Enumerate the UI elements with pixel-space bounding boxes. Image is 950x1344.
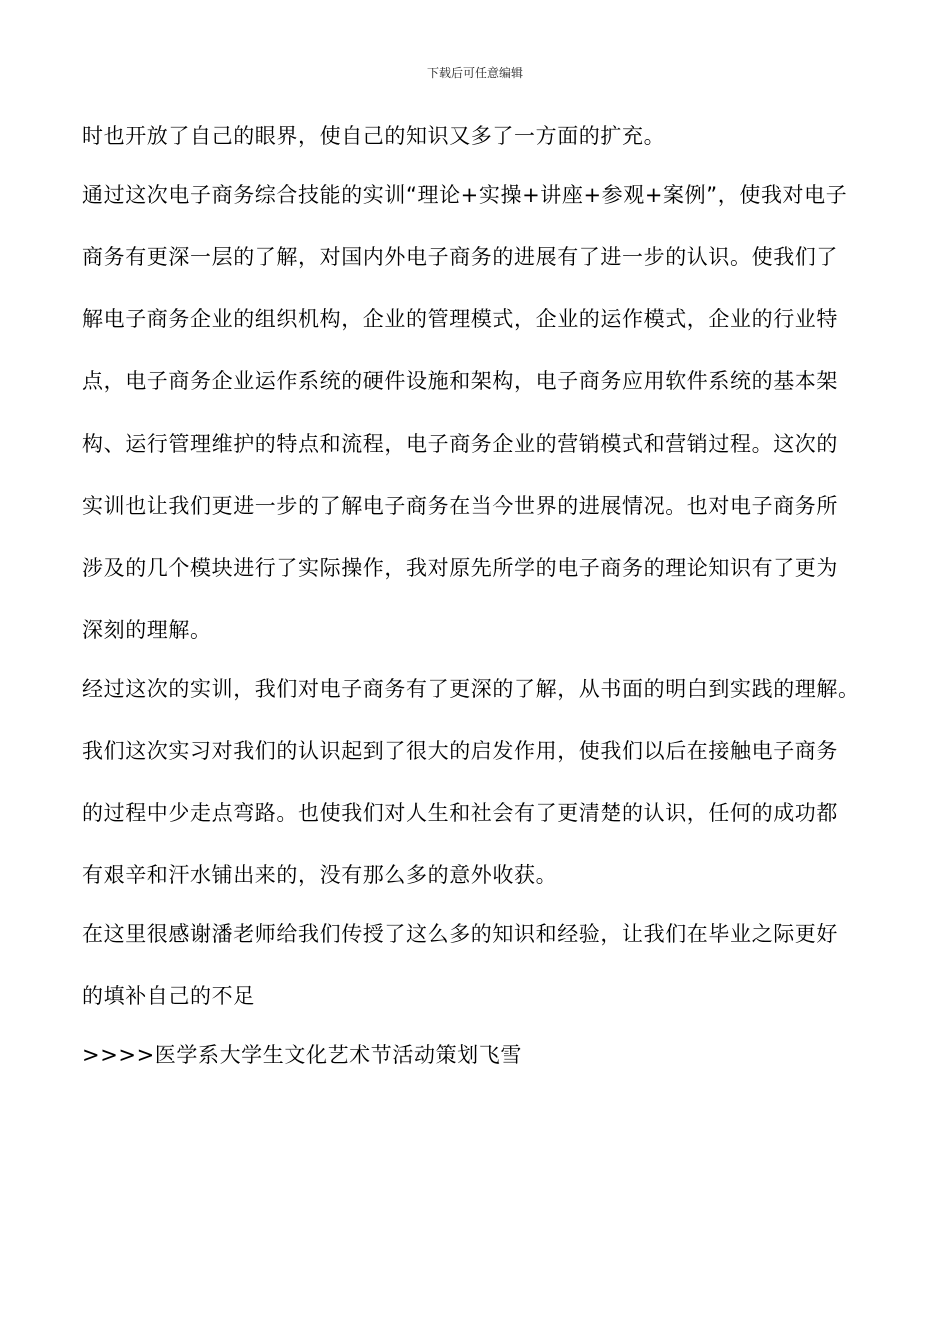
text-line: >>>>医学系大学生文化艺术节活动策划飞雪 [82,1043,522,1067]
page-header: 下载后可任意编辑 [426,66,523,80]
text-line: 解电子商务企业的组织机构，企业的管理模式，企业的运作模式，企业的行业特 [82,307,838,331]
text-line: 构、运行管理维护的特点和流程，电子商务企业的营销模式和营销过程。这次的 [82,432,838,456]
text-line: 时也开放了自己的眼界，使自己的知识又多了一方面的扩充。 [82,124,666,148]
text-line: 深刻的理解。 [82,618,212,642]
text-line: 在这里很感谢潘老师给我们传授了这么多的知识和经验，让我们在毕业之际更好 [82,922,838,946]
text-line: 有艰辛和汗水铺出来的，没有那么多的意外收获。 [82,863,558,887]
text-line: 商务有更深一层的了解，对国内外电子商务的进展有了进一步的认识。使我们了 [82,245,838,269]
text-line: 的填补自己的不足 [82,984,255,1008]
text-line: 经过这次的实训，我们对电子商务有了更深的了解，从书面的明白到实践的理解。 [82,677,860,701]
text-line: 涉及的几个模块进行了实际操作，我对原先所学的电子商务的理论知识有了更为 [82,556,838,580]
text-line: 通过这次电子商务综合技能的实训“理论+实操+讲座+参观+案例”，使我对电子 [82,183,848,207]
text-line: 的过程中少走点弯路。也使我们对人生和社会有了更清楚的认识，任何的成功都 [82,801,838,825]
text-line: 点，电子商务企业运作系统的硬件设施和架构，电子商务应用软件系统的基本架 [82,369,838,393]
text-line: 实训也让我们更进一步的了解电子商务在当今世界的进展情况。也对电子商务所 [82,494,838,518]
text-line: 我们这次实习对我们的认识起到了很大的启发作用，使我们以后在接触电子商务 [82,739,838,763]
